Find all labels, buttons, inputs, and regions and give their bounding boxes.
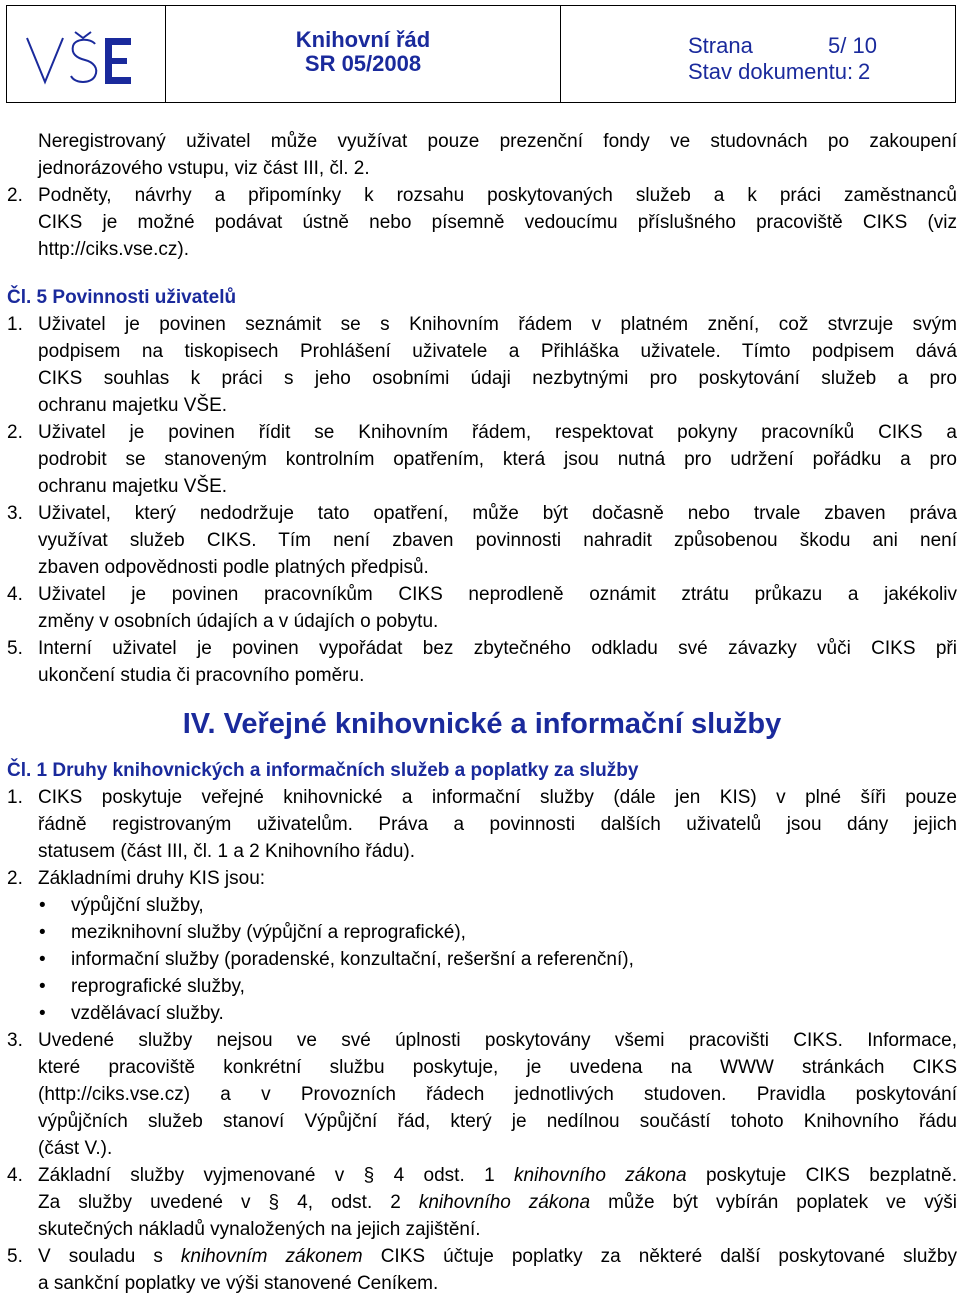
section-4-item-3: 3. Uvedené služby nejsou ve své úplnosti poskytovány všemi pracovišti CIKS. Informace, které pracoviště konkrétní službu poskytuje, je uvedena na WWW stránkách CIKS (http://ciks.vse.cz) a v Provozních řádech jednotlivých studoven. Pravidla poskytování výpůjčních služeb stanoví Výpůjční řád, který je nedílnou součástí tohoto Knihovního řádu (část V.). xyxy=(7,1030,957,1159)
section-4-title: IV. Veřejné knihovnické a informační služby xyxy=(182,708,782,740)
section-4-item-2: 2. Základními druhy KIS jsou: xyxy=(7,868,266,889)
section-4-item-1: 1. CIKS poskytuje veřejné knihovnické a informační služby (dále jen KIS) v plné šíři pouze řádně registrovaným uživatelům. Práva a povinnosti dalších uživatelů jsou dány jejich statusem (část III, čl. 1 a 2 Knihovního řádu). xyxy=(7,787,957,862)
section-4-article-1-heading: Čl. 1 Druhy knihovnických a informačních služeb a poplatky za služby xyxy=(7,760,639,781)
article-5-heading: Čl. 5 Povinnosti uživatelů xyxy=(7,287,237,308)
document-title: Knihovní řád xyxy=(295,27,431,52)
list-item: • reprografické služby, xyxy=(7,973,957,1000)
list-item: • meziknihovní služby (výpůjční a reprografické), xyxy=(7,919,957,946)
article-5-item-3: 3. Uživatel, který nedodržuje tato opatření, může být dočasně nebo trvale zbaven práva využívat služeb CIKS. Tím není zbaven povinnosti nahradit způsobenou škodu ani není zbaven odpovědnosti podle platných předpisů. xyxy=(7,503,957,578)
vse-logo xyxy=(25,30,135,88)
article-5-item-1: 1. Uživatel je povinen seznámit se s Knihovním řádem v platném znění, což stvrzuje svým podpisem na tiskopisech Prohlášení uživatele a Přihláška uživatele. Tímto podpisem dává CIKS souhlas k práci s jeho osobními údaji nezbytnými pro poskytování služeb a pro ochranu majetku VŠE. xyxy=(7,314,957,416)
article-5-item-5: 5. Interní uživatel je povinen vypořádat bez zbytečného odkladu své závazky vůči CIKS při ukončení studia či pracovního poměru. xyxy=(7,638,957,686)
section-4-item-5: 5. V souladu s knihovním zákonem CIKS účtuje poplatky za některé další poskytované služby a sankční poplatky ve výši stanovené Ceníkem. xyxy=(7,1246,957,1294)
list-item: • informační služby (poradenské, konzultační, rešeršní a referenční), xyxy=(7,946,957,973)
header-meta-cell xyxy=(561,6,955,102)
bullet-icon: • xyxy=(39,895,46,916)
page-value: 5/ 10 xyxy=(828,33,877,58)
logo-cell xyxy=(7,6,166,102)
bullet-icon: • xyxy=(39,976,46,997)
header-title-cell xyxy=(166,6,561,102)
document-body xyxy=(7,128,957,1297)
list-item: • vzdělávací služby. xyxy=(7,1000,957,1027)
intro-item-2: 2. Podněty, návrhy a připomínky k rozsahu poskytovaných služeb a k práci zaměstnanců CIKS je možné podávat ústně nebo písemně vedoucímu příslušného pracoviště CIKS (viz http://ciks.vse.cz). xyxy=(7,185,957,260)
intro-paragraph: Neregistrovaný uživatel může využívat pouze prezenční fondy ve studovnách po zakoupení jednorázového vstupu, viz část III, čl. 2. xyxy=(38,131,957,179)
bullet-icon: • xyxy=(39,922,46,943)
page-label: Strana xyxy=(688,33,753,58)
article-5-item-2: 2. Uživatel je povinen řídit se Knihovním řádem, respektovat pokyny pracovníků CIKS a podrobit se stanoveným kontrolním opatřením, která jsou nutná pro udržení pořádku a pro ochranu majetku VŠE. xyxy=(7,422,957,497)
document-number: SR 05/2008 xyxy=(304,51,422,76)
document-header xyxy=(6,5,956,103)
list-item: • výpůjční služby, xyxy=(7,892,957,919)
bullet-icon: • xyxy=(39,1003,46,1024)
bullet-icon: • xyxy=(39,949,46,970)
article-5-item-4: 4. Uživatel je povinen pracovníkům CIKS neprodleně oznámit ztrátu průkazu a jakékoliv změny v osobních údajích a v údajích o pobytu. xyxy=(7,584,957,632)
svg-text:VŠE: VŠE xyxy=(25,30,28,31)
status-value: 2 xyxy=(858,59,871,84)
section-4-item-4: 4. Základní služby vyjmenované v § 4 odst. 1 knihovního zákona poskytuje CIKS bezplatně. Za služby uvedené v § 4, odst. 2 knihovního zákona může být vybírán poplatek ve výši skutečných nákladů vynaložených na jejich zajištění. xyxy=(7,1165,957,1240)
status-label: Stav dokumentu: xyxy=(688,59,854,84)
